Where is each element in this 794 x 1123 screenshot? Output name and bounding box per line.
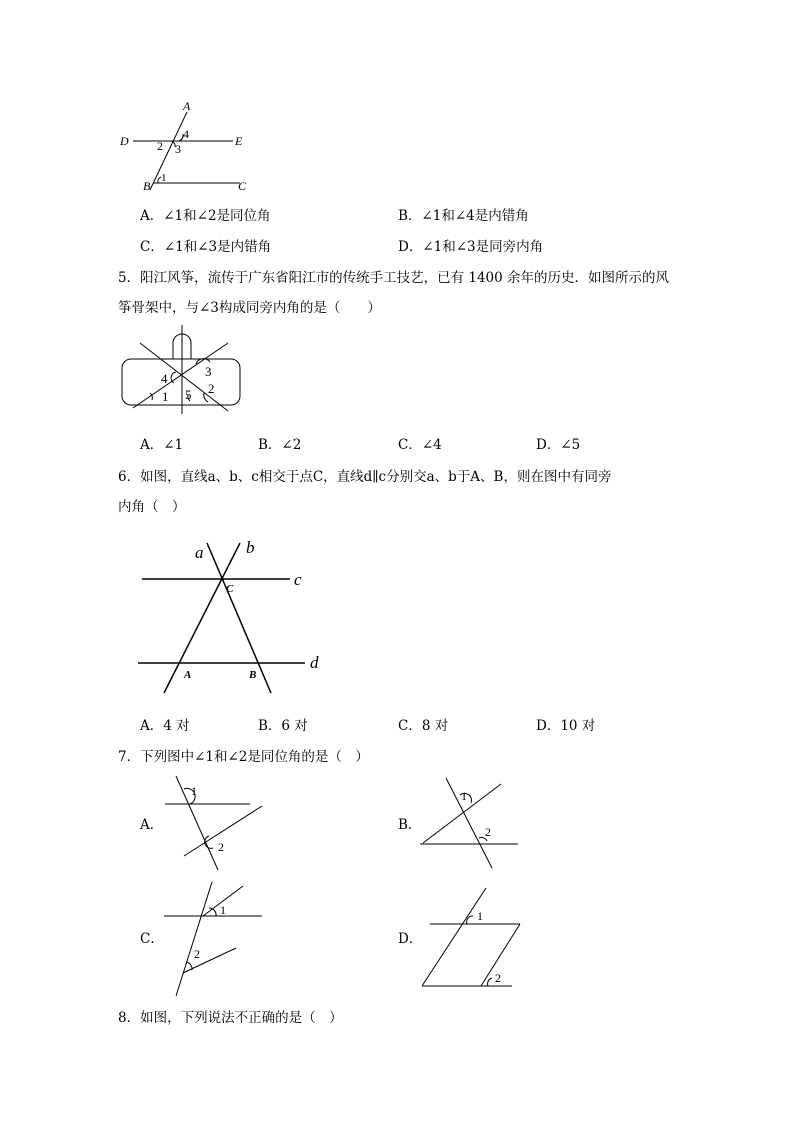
angle-label-2: 2 xyxy=(157,139,163,153)
q7-option-a[interactable]: A． xyxy=(140,817,164,833)
q7-option-b[interactable]: B． xyxy=(398,817,422,833)
q5-option-c[interactable]: C．∠4 xyxy=(398,437,442,453)
label-d: D xyxy=(120,134,129,148)
q7a-label-1: 1 xyxy=(191,784,197,798)
q7-figure-d xyxy=(422,888,520,986)
q4-option-c[interactable]: C．∠1和∠3是内错角 xyxy=(140,239,272,255)
q5-stem-line2: 筝骨架中，与∠3构成同旁内角的是（ ） xyxy=(118,300,381,316)
q4-option-a[interactable]: A．∠1和∠2是同位角 xyxy=(140,208,271,224)
q5-option-a[interactable]: A．∠1 xyxy=(140,437,184,453)
label-a: A xyxy=(183,99,191,113)
label-point-b: B xyxy=(249,669,257,681)
label-e: E xyxy=(235,134,243,148)
q4-option-b[interactable]: B．∠1和∠4是内错角 xyxy=(398,208,529,224)
label-point-a: A xyxy=(184,669,192,681)
label-line-d: d xyxy=(310,653,319,672)
label-c: C xyxy=(238,179,247,193)
label-line-a: a xyxy=(195,543,204,562)
label-line-b: b xyxy=(246,538,255,557)
kite-label-5: 5 xyxy=(185,387,192,402)
label-point-c: C xyxy=(226,583,234,595)
q6-option-b[interactable]: B．6 对 xyxy=(258,718,308,734)
label-line-c: c xyxy=(294,570,302,589)
kite-label-2: 2 xyxy=(208,381,215,396)
q7a-label-2: 2 xyxy=(218,840,224,854)
q7-figure-c xyxy=(164,882,262,996)
kite-label-3: 3 xyxy=(205,364,212,379)
angle-label-1: 1 xyxy=(161,172,167,184)
angle-label-3: 3 xyxy=(175,142,181,156)
q7-figure-b xyxy=(420,778,518,868)
label-b: B xyxy=(143,179,151,193)
q7c-label-1: 1 xyxy=(220,903,226,917)
angle-label-4: 4 xyxy=(183,127,189,141)
q6-stem-line2: 内角（ ） xyxy=(118,499,186,515)
q5-stem-line1: 5．阳江风筝，流传于广东省阳江市的传统手工技艺，已有 1400 余年的历史．如图所示的风 xyxy=(118,270,670,286)
q7-option-c[interactable]: C． xyxy=(140,931,164,947)
kite-label-4: 4 xyxy=(161,371,168,386)
q7d-label-2: 2 xyxy=(495,971,501,985)
q8-stem: 8．如图，下列说法不正确的是（ ） xyxy=(118,1010,343,1026)
q6-option-d[interactable]: D．10 对 xyxy=(536,718,596,734)
q6-stem-line1: 6．如图，直线a、b、c相交于点C，直线d∥c分别交a、b于A、B，则在图中有同旁 xyxy=(118,469,612,485)
q5-option-d[interactable]: D．∠5 xyxy=(536,437,581,453)
q7d-label-1: 1 xyxy=(477,909,483,923)
q7-stem: 7．下列图中∠1和∠2是同位角的是（ ） xyxy=(118,749,369,765)
kite-label-1: 1 xyxy=(162,389,169,404)
q7c-label-2: 2 xyxy=(194,947,200,961)
q7b-label-2: 2 xyxy=(485,825,491,839)
q6-option-a[interactable]: A．4 对 xyxy=(140,718,190,734)
q7b-label-1: 1 xyxy=(461,789,467,803)
q5-option-b[interactable]: B．∠2 xyxy=(258,437,302,453)
q7-option-d[interactable]: D． xyxy=(398,931,423,947)
q7-figure-a xyxy=(165,776,262,870)
q4-option-d[interactable]: D．∠1和∠3是同旁内角 xyxy=(398,239,544,255)
q6-option-c[interactable]: C．8 对 xyxy=(398,718,449,734)
